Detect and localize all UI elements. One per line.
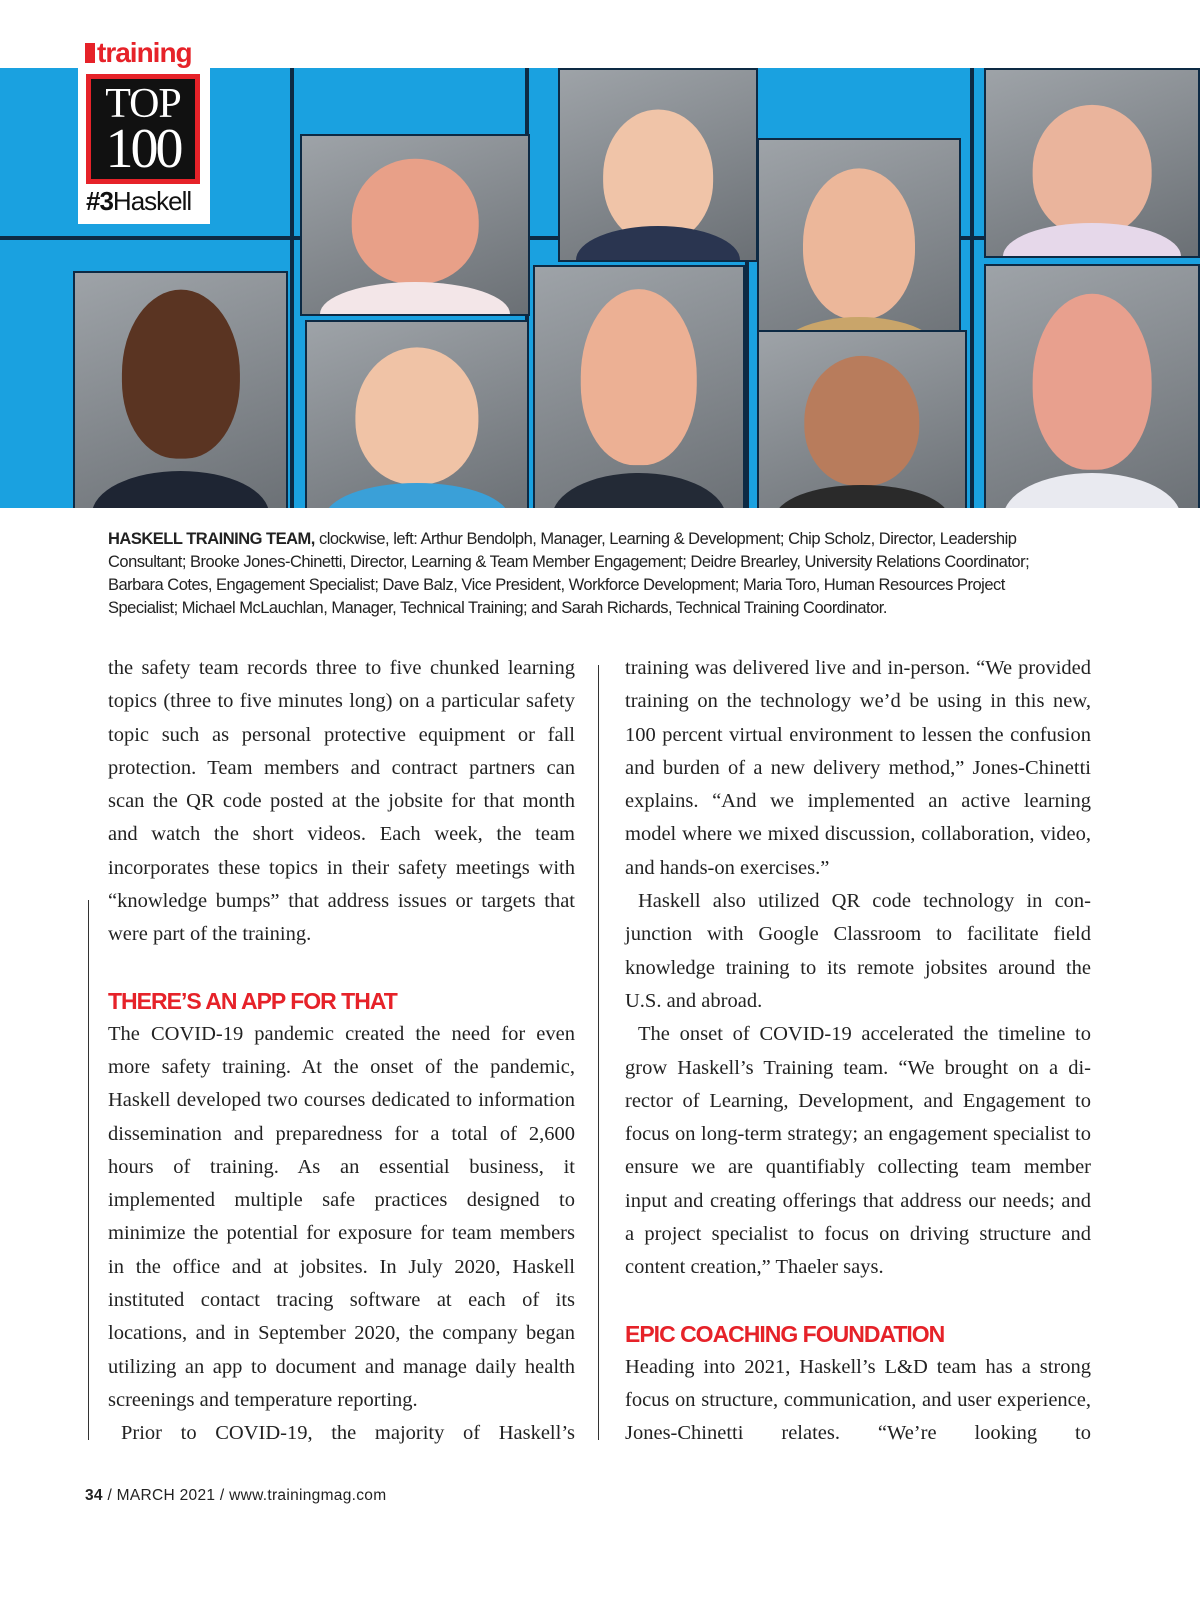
magazine-logo-text: training (97, 37, 192, 68)
portrait-barbara-cotes (984, 68, 1200, 258)
article-right-column (625, 652, 1091, 1451)
portrait-sarah-richards (305, 320, 529, 508)
portrait-dave-balz (533, 265, 745, 508)
left-margin-rule (88, 900, 89, 1440)
caption-text: clockwise, left: Arthur Bendolph, Manager, Learning & Development; Chip Scholz, Director, Leadership Consultant; Brooke Jones-Chinetti, Director, Learning & Team Member Engagement; Deidre Brearley, University Relations Coordinator; Barbara Cotes, Engagement Specialist; Dave Balz, Vice President, Workforce Development; Maria Toro, Human Resources Project Specialist; Michael McLauchlan, Manager, Technical Training; and Sarah Richards, Technical Training Coordinator. (108, 530, 1030, 617)
badge-hundred-text: 100 (105, 118, 181, 180)
portrait-michael-mclauchlan (984, 264, 1200, 508)
paragraph: the safety team records three to five chunked learning topics (three to five minutes long) on a particular safety topic such as personal protective equipment or fall protection. Team members and contract partners can scan the QR code posted at the jobsite for that month and watch the short videos. Each week, the team incorporates these topics in their safety meetings with “knowledge bumps” that address issues or targets that were part of the training. (108, 657, 575, 946)
paragraph: Haskell also utilized QR code technology in conjunction with Google Classroom to facilitate field knowledge training to its remote jobsites around the U.S. and abroad. (625, 890, 1091, 1012)
portrait-chip-scholz (300, 134, 530, 316)
paragraph: training was delivered live and in-person. “We provided training on the technology we’d be using in this new, 100 percent virtual environment to lessen the confusion and burden of a new delivery method,” Jones-Chinetti explains. “And we implemented an active learning model where we mixed discussion, collaboration, video, and hands-on exercises.” (625, 657, 1091, 879)
caption-lead: HASKELL TRAINING TEAM, (108, 530, 315, 548)
paragraph: The onset of COVID-19 accelerated the timeline to grow Haskell’s Training team. “We brought on a director of Learning, Development, and Engagement to focus on long-term strategy; an engagement specialist to ensure we are quantifiably collecting team member input and creating offerings that address our needs; and a project specialist to focus on driving structure and content creation,” Thaeler says. (625, 1023, 1091, 1279)
page-footer (85, 1487, 386, 1505)
badge-inner (91, 79, 195, 179)
paragraph: The COVID-19 pandemic created the need for even more safety training. At the onset of the pandemic, Haskell developed two courses dedicated to information dissemination and preparedness for a total of 2,600 hours of training. As an essential business, it implemented multiple safe practices designed to minimize the potential for exposure for team members in the office and at jobsites. In July 2020, Haskell instituted contact tracing software at each of its locations, and in September 2020, the company began utilizing an app to document and manage daily health screenings and temperature reporting. (108, 1022, 575, 1411)
portrait-arthur-bendolph (73, 271, 288, 508)
masthead (85, 38, 192, 68)
photo-caption (108, 528, 1078, 620)
section-heading-app: THERE’S AN APP FOR THAT (108, 987, 397, 1014)
portrait-brooke-jones-chinetti (558, 68, 758, 262)
magazine-logo (85, 38, 192, 68)
page-number: 34 (85, 1487, 103, 1504)
rank-company: Haskell (112, 186, 192, 216)
portrait-maria-toro (757, 330, 967, 508)
column-divider (598, 665, 599, 1440)
footer-text: / MARCH 2021 / www.trainingmag.com (102, 1487, 387, 1504)
top-100-badge (78, 68, 210, 224)
paragraph: Prior to COVID-19, the majority of Haskell’s (121, 1422, 575, 1445)
portrait-deidre-brearley (757, 138, 961, 358)
logo-block-icon (85, 43, 95, 63)
banner-gridline (290, 68, 294, 508)
badge-rank (86, 186, 191, 217)
badge-frame (86, 74, 200, 184)
banner-gridline (970, 68, 974, 508)
badge-top-text: TOP (105, 81, 181, 127)
rank-number: #3 (86, 186, 113, 216)
section-heading-coaching: EPIC COACHING FOUNDATION (625, 1320, 945, 1347)
article-left-column (108, 652, 575, 1451)
paragraph: Heading into 2021, Haskell’s L&D team has a strong focus on structure, communication, and user experience, Jones-Chinetti relates. “We’re looking to (625, 1355, 1091, 1445)
